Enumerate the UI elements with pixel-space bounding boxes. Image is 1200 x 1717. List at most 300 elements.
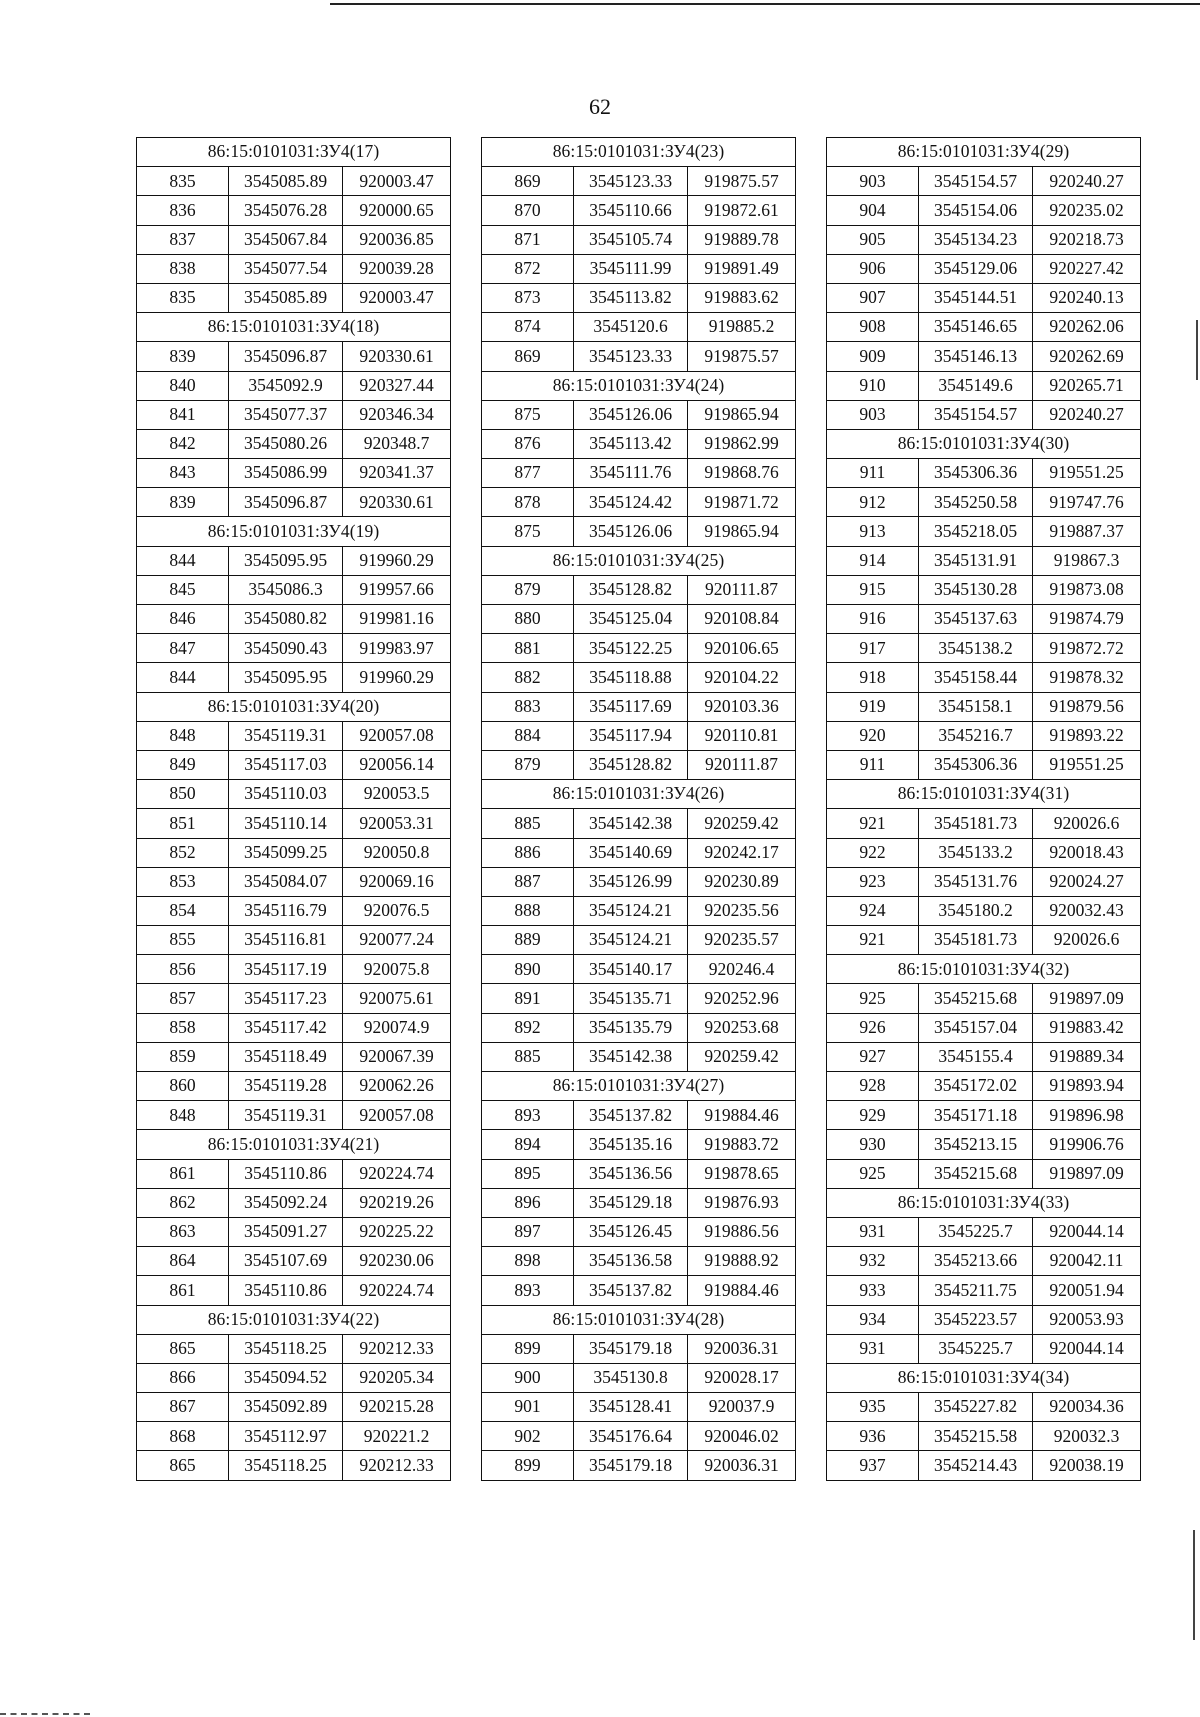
table-row [137,605,451,634]
coordinate-y: 920242.17 [688,838,796,867]
point-number: 899 [482,1334,574,1363]
table-row [482,400,796,429]
coordinate-x: 3545080.26 [229,429,343,458]
table-row [137,342,451,371]
coordinate-x: 3545086.99 [229,459,343,488]
parcel-header-row [482,1305,796,1334]
point-number: 872 [482,254,574,283]
point-number: 887 [482,867,574,896]
parcel-cadastral-number: 86:15:0101031:ЗУ4(34) [827,1363,1141,1392]
coordinate-y: 920205.34 [343,1363,451,1392]
table-row [482,517,796,546]
point-number: 883 [482,692,574,721]
parcel-header-row [482,780,796,809]
table-row [137,750,451,779]
coordinate-y: 919891.49 [688,254,796,283]
coordinate-y: 919875.57 [688,342,796,371]
point-number: 927 [827,1042,919,1071]
table-row [482,1101,796,1130]
coordinate-y: 919893.94 [1033,1072,1141,1101]
table-row [482,313,796,342]
point-number: 873 [482,283,574,312]
coordinate-x: 3545137.82 [574,1276,688,1305]
coordinate-y: 920062.26 [343,1072,451,1101]
coordinate-y: 920246.4 [688,955,796,984]
point-number: 885 [482,1042,574,1071]
coordinate-x: 3545110.03 [229,780,343,809]
coordinate-x: 3545122.25 [574,634,688,663]
coordinate-y: 920039.28 [343,254,451,283]
point-number: 847 [137,634,229,663]
coordinate-y: 920026.6 [1033,809,1141,838]
coordinate-y: 920067.39 [343,1042,451,1071]
table-row [827,1247,1141,1276]
coordinate-y: 919981.16 [343,605,451,634]
coordinate-y: 920348.7 [343,429,451,458]
coordinate-x: 3545144.51 [919,283,1033,312]
coordinate-y: 919897.09 [1033,984,1141,1013]
table-row [827,371,1141,400]
parcel-cadastral-number: 86:15:0101031:ЗУ4(19) [137,517,451,546]
coordinate-x: 3545126.99 [574,867,688,896]
table-row [137,283,451,312]
coordinate-x: 3545107.69 [229,1247,343,1276]
coordinate-y: 919747.76 [1033,488,1141,517]
coordinate-x: 3545113.42 [574,429,688,458]
coordinate-y: 919885.2 [688,313,796,342]
table-row [482,1247,796,1276]
coordinate-y: 919887.37 [1033,517,1141,546]
parcel-header-row [482,1072,796,1101]
parcel-cadastral-number: 86:15:0101031:ЗУ4(21) [137,1130,451,1159]
point-number: 896 [482,1188,574,1217]
coordinates-table-left [136,137,451,1481]
coordinate-x: 3545131.91 [919,546,1033,575]
coordinate-y: 920212.33 [343,1334,451,1363]
table-row [137,254,451,283]
parcel-cadastral-number: 86:15:0101031:ЗУ4(22) [137,1305,451,1334]
coordinate-x: 3545117.42 [229,1013,343,1042]
coordinate-y: 919868.76 [688,459,796,488]
coordinate-x: 3545092.24 [229,1188,343,1217]
point-number: 854 [137,896,229,925]
point-number: 882 [482,663,574,692]
table-row [827,605,1141,634]
coordinate-x: 3545096.87 [229,342,343,371]
coordinate-x: 3545117.69 [574,692,688,721]
table-row [482,984,796,1013]
parcel-cadastral-number: 86:15:0101031:ЗУ4(30) [827,429,1141,458]
table-row [137,780,451,809]
coordinate-x: 3545076.28 [229,196,343,225]
table-row [827,692,1141,721]
coordinate-y: 920330.61 [343,342,451,371]
table-row [482,1159,796,1188]
table-row [827,984,1141,1013]
table-row [482,1334,796,1363]
point-number: 846 [137,605,229,634]
table-row [827,283,1141,312]
table-row [827,167,1141,196]
table-row [827,488,1141,517]
point-number: 835 [137,167,229,196]
point-number: 888 [482,896,574,925]
coordinate-x: 3545138.2 [919,634,1033,663]
point-number: 889 [482,926,574,955]
coordinate-y: 920212.33 [343,1451,451,1480]
table-row [137,167,451,196]
table-row [482,575,796,604]
coordinate-y: 920075.8 [343,955,451,984]
point-number: 861 [137,1276,229,1305]
table-row [827,1422,1141,1451]
coordinate-x: 3545095.95 [229,663,343,692]
table-row [827,313,1141,342]
coordinate-y: 920003.47 [343,167,451,196]
point-number: 921 [827,926,919,955]
table-row [827,1159,1141,1188]
coordinate-x: 3545181.73 [919,926,1033,955]
point-number: 893 [482,1276,574,1305]
coordinate-x: 3545136.58 [574,1247,688,1276]
coordinate-y: 919896.98 [1033,1101,1141,1130]
coordinate-y: 920262.06 [1033,313,1141,342]
point-number: 935 [827,1393,919,1422]
coordinate-x: 3545116.81 [229,926,343,955]
coordinate-x: 3545216.7 [919,721,1033,750]
table-row [137,459,451,488]
coordinate-x: 3545128.82 [574,575,688,604]
point-number: 870 [482,196,574,225]
table-row [137,1101,451,1130]
point-number: 866 [137,1363,229,1392]
coordinate-y: 920000.65 [343,196,451,225]
table-row [137,371,451,400]
coordinate-x: 3545154.57 [919,400,1033,429]
coordinate-x: 3545130.28 [919,575,1033,604]
point-number: 844 [137,546,229,575]
coordinate-y: 919906.76 [1033,1130,1141,1159]
point-number: 897 [482,1217,574,1246]
coordinate-x: 3545223.57 [919,1305,1033,1334]
coordinate-x: 3545094.52 [229,1363,343,1392]
coordinate-y: 920259.42 [688,809,796,838]
coordinate-y: 920053.5 [343,780,451,809]
coordinate-x: 3545213.15 [919,1130,1033,1159]
coordinate-y: 920110.81 [688,721,796,750]
point-number: 909 [827,342,919,371]
table-row [482,1188,796,1217]
coordinate-y: 919960.29 [343,546,451,575]
point-number: 899 [482,1451,574,1480]
coordinate-y: 920240.13 [1033,283,1141,312]
coordinate-x: 3545158.44 [919,663,1033,692]
point-number: 865 [137,1334,229,1363]
coordinate-x: 3545306.36 [919,750,1033,779]
point-number: 843 [137,459,229,488]
table-row [827,1042,1141,1071]
table-row [137,546,451,575]
coordinate-y: 920074.9 [343,1013,451,1042]
coordinate-x: 3545135.16 [574,1130,688,1159]
coordinate-x: 3545091.27 [229,1217,343,1246]
point-number: 892 [482,1013,574,1042]
coordinate-y: 920077.24 [343,926,451,955]
point-number: 937 [827,1451,919,1480]
coordinate-y: 920111.87 [688,575,796,604]
table-row [827,196,1141,225]
point-number: 850 [137,780,229,809]
parcel-cadastral-number: 86:15:0101031:ЗУ4(18) [137,313,451,342]
coordinates-table-right [826,137,1141,1481]
parcel-header-row [827,1188,1141,1217]
point-number: 911 [827,459,919,488]
coordinate-x: 3545134.23 [919,225,1033,254]
coordinate-x: 3545218.05 [919,517,1033,546]
table-row [482,605,796,634]
table-row [827,1276,1141,1305]
coordinate-x: 3545118.49 [229,1042,343,1071]
coordinate-x: 3545181.73 [919,809,1033,838]
coordinate-x: 3545119.31 [229,1101,343,1130]
parcel-cadastral-number: 86:15:0101031:ЗУ4(24) [482,371,796,400]
point-number: 923 [827,867,919,896]
table-row [137,1217,451,1246]
table-row [137,634,451,663]
coordinate-y: 920026.6 [1033,926,1141,955]
point-number: 925 [827,984,919,1013]
parcel-cadastral-number: 86:15:0101031:ЗУ4(27) [482,1072,796,1101]
point-number: 900 [482,1363,574,1392]
parcel-header-row [137,313,451,342]
coordinate-x: 3545084.07 [229,867,343,896]
point-number: 863 [137,1217,229,1246]
coordinate-x: 3545111.76 [574,459,688,488]
point-number: 869 [482,167,574,196]
coordinate-x: 3545129.06 [919,254,1033,283]
point-number: 853 [137,867,229,896]
point-number: 908 [827,313,919,342]
coordinate-y: 920076.5 [343,896,451,925]
table-row [482,1013,796,1042]
coordinate-y: 920346.34 [343,400,451,429]
coordinate-y: 920103.36 [688,692,796,721]
coordinate-y: 920018.43 [1033,838,1141,867]
parcel-cadastral-number: 86:15:0101031:ЗУ4(23) [482,138,796,167]
point-number: 936 [827,1422,919,1451]
table-row [482,1363,796,1392]
coordinate-y: 919551.25 [1033,459,1141,488]
coordinate-y: 920028.17 [688,1363,796,1392]
coordinate-x: 3545140.69 [574,838,688,867]
coordinate-x: 3545119.31 [229,721,343,750]
coordinate-y: 920003.47 [343,283,451,312]
point-number: 920 [827,721,919,750]
table-row [482,1451,796,1480]
table-row [137,1013,451,1042]
point-number: 857 [137,984,229,1013]
table-row [482,663,796,692]
coordinate-x: 3545149.6 [919,371,1033,400]
coordinate-x: 3545120.6 [574,313,688,342]
coordinate-y: 920069.16 [343,867,451,896]
coordinate-x: 3545117.19 [229,955,343,984]
point-number: 849 [137,750,229,779]
coordinate-x: 3545213.66 [919,1247,1033,1276]
parcel-header-row [827,429,1141,458]
coordinate-x: 3545118.25 [229,1334,343,1363]
coordinate-y: 920046.02 [688,1422,796,1451]
table-row [482,254,796,283]
coordinate-x: 3545154.06 [919,196,1033,225]
coordinate-x: 3545116.79 [229,896,343,925]
parcel-header-row [137,138,451,167]
point-number: 880 [482,605,574,634]
coordinates-table [826,137,1141,1481]
coordinate-x: 3545099.25 [229,838,343,867]
coordinate-x: 3545131.76 [919,867,1033,896]
point-number: 894 [482,1130,574,1159]
table-row [482,225,796,254]
table-row [827,1305,1141,1334]
table-row [482,750,796,779]
table-row [827,926,1141,955]
coordinate-y: 919884.46 [688,1276,796,1305]
parcel-header-row [482,371,796,400]
table-row [827,546,1141,575]
coordinate-y: 919883.42 [1033,1013,1141,1042]
page-number: 62 [589,94,611,119]
point-number: 875 [482,400,574,429]
table-row [827,896,1141,925]
coordinate-x: 3545142.38 [574,1042,688,1071]
table-row [482,459,796,488]
coordinate-x: 3545133.2 [919,838,1033,867]
coordinate-x: 3545137.82 [574,1101,688,1130]
point-number: 895 [482,1159,574,1188]
coordinate-x: 3545118.25 [229,1451,343,1480]
coordinate-x: 3545125.04 [574,605,688,634]
point-number: 911 [827,750,919,779]
coordinate-y: 920050.8 [343,838,451,867]
parcel-cadastral-number: 86:15:0101031:ЗУ4(31) [827,780,1141,809]
coordinate-x: 3545135.71 [574,984,688,1013]
table-row [827,1072,1141,1101]
coordinate-x: 3545067.84 [229,225,343,254]
point-number: 881 [482,634,574,663]
table-row [137,984,451,1013]
coordinate-x: 3545110.14 [229,809,343,838]
point-number: 837 [137,225,229,254]
table-row [137,1188,451,1217]
table-row [827,575,1141,604]
table-row [827,459,1141,488]
coordinate-x: 3545117.94 [574,721,688,750]
point-number: 913 [827,517,919,546]
coordinate-y: 920106.65 [688,634,796,663]
table-row [827,1101,1141,1130]
coordinate-x: 3545126.45 [574,1217,688,1246]
coordinate-y: 920036.31 [688,1334,796,1363]
table-row [482,1276,796,1305]
coordinate-x: 3545179.18 [574,1334,688,1363]
parcel-cadastral-number: 86:15:0101031:ЗУ4(25) [482,546,796,575]
point-number: 869 [482,342,574,371]
table-row [827,663,1141,692]
point-number: 838 [137,254,229,283]
point-number: 912 [827,488,919,517]
coordinate-x: 3545092.9 [229,371,343,400]
parcel-header-row [137,692,451,721]
point-number: 884 [482,721,574,750]
table-row [482,926,796,955]
point-number: 914 [827,546,919,575]
table-row [137,1422,451,1451]
table-row [137,400,451,429]
table-row [827,1130,1141,1159]
table-row [827,721,1141,750]
point-number: 844 [137,663,229,692]
coordinate-y: 920219.26 [343,1188,451,1217]
table-row [827,225,1141,254]
point-number: 868 [137,1422,229,1451]
point-number: 891 [482,984,574,1013]
coordinate-x: 3545176.64 [574,1422,688,1451]
point-number: 932 [827,1247,919,1276]
coordinate-y: 919867.3 [1033,546,1141,575]
table-row [482,1393,796,1422]
coordinate-y: 919889.34 [1033,1042,1141,1071]
coordinate-y: 920032.43 [1033,896,1141,925]
coordinate-x: 3545124.42 [574,488,688,517]
table-row [137,721,451,750]
point-number: 901 [482,1393,574,1422]
coordinate-x: 3545113.82 [574,283,688,312]
point-number: 875 [482,517,574,546]
point-number: 915 [827,575,919,604]
coordinate-x: 3545214.43 [919,1451,1033,1480]
coordinate-y: 920044.14 [1033,1217,1141,1246]
coordinate-y: 920038.19 [1033,1451,1141,1480]
table-row [137,575,451,604]
coordinate-y: 920227.42 [1033,254,1141,283]
scan-edge-mark [1196,320,1198,380]
point-number: 865 [137,1451,229,1480]
point-number: 933 [827,1276,919,1305]
coordinate-y: 919883.72 [688,1130,796,1159]
coordinate-x: 3545225.7 [919,1334,1033,1363]
coordinate-y: 919983.97 [343,634,451,663]
table-row [482,1042,796,1071]
point-number: 848 [137,721,229,750]
table-row [137,955,451,984]
coordinate-y: 919884.46 [688,1101,796,1130]
coordinate-x: 3545112.97 [229,1422,343,1451]
table-row [482,283,796,312]
coordinate-x: 3545095.95 [229,546,343,575]
table-row [827,750,1141,779]
point-number: 852 [137,838,229,867]
table-row [137,196,451,225]
coordinate-y: 920051.94 [1033,1276,1141,1305]
coordinate-x: 3545126.06 [574,400,688,429]
point-number: 905 [827,225,919,254]
table-row [482,634,796,663]
coordinates-table [136,137,451,1481]
coordinate-y: 920036.85 [343,225,451,254]
coordinate-x: 3545124.21 [574,896,688,925]
coordinate-y: 920230.89 [688,867,796,896]
